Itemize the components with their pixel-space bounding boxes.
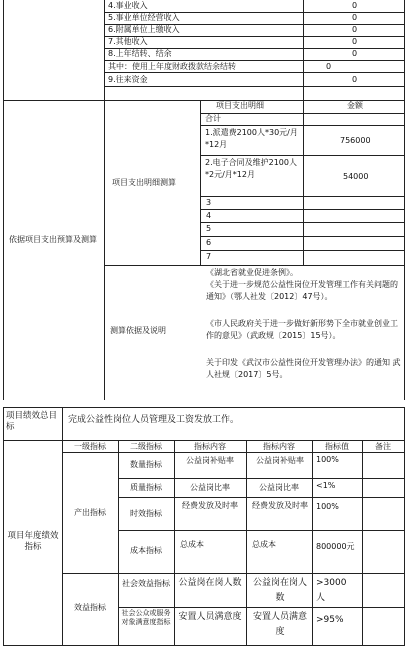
basis-line: 关于印发《武汉市公益性岗位开发管理办法》的通知 武人社规〔2017〕5号。 (206, 358, 401, 379)
level2-label: 社会效益指标 (122, 579, 170, 588)
basis-line: 《市人民政府关于进一步做好新形势下全市就业创业工作的意见》（武政规〔2015〕15号）。 (206, 319, 398, 340)
total-label: 合计 (205, 114, 221, 123)
section-label: 依据项目支出预算及测算 (9, 235, 97, 244)
overall-goal-text: 完成公益性岗位人员管理及工资发放工作。 (68, 415, 240, 425)
level1-label: 产出指标 (74, 508, 106, 517)
annual-goal-label: 项目年度绩效指标 (7, 531, 59, 553)
header-level1: 一级指标 (74, 442, 106, 451)
indicator-content: 公益岗补贴率 (256, 456, 304, 465)
measure-label: 项目支出明细测算 (112, 178, 176, 187)
income-value: 0 (352, 37, 358, 46)
detail-row-text: 5 (206, 224, 212, 233)
basis-line: 《湖北省就业促进条例》。 (206, 268, 298, 277)
income-label: 6.附属单位上缴收入 (108, 25, 180, 34)
indicator-value: >95% (316, 615, 344, 625)
basis-line: 《关于进一步规范公益性岗位开发管理工作有关问题的通知》（鄂人社发〔2012〕47号）。 (206, 280, 398, 301)
indicator-content: 经费发放及时率 (182, 501, 238, 510)
income-value: 0 (352, 25, 358, 34)
indicator-content: 安置人员满意度 (252, 612, 307, 638)
indicator-content: 总成本 (180, 540, 204, 549)
indicator-content: 公益岗比率 (259, 483, 299, 492)
income-value: 0 (352, 13, 358, 22)
detail-row-text: 6 (206, 238, 212, 247)
income-value: 0 (352, 1, 358, 10)
level2-label: 社会公众或服务对象满意度指标 (121, 609, 171, 627)
income-value: 0 (352, 49, 358, 58)
indicator-content: 公益岗补贴率 (186, 456, 234, 465)
income-label: 8.上年结转、结余 (108, 49, 172, 58)
income-value: 0 (352, 75, 358, 84)
income-label: 其中：使用上年度财政拨款结余结转 (108, 62, 236, 71)
detail-row-amount: 54000 (343, 172, 369, 181)
level2-label: 质量指标 (130, 483, 162, 492)
header-level2: 二级指标 (130, 442, 162, 451)
indicator-value: 800000元 (316, 542, 355, 551)
income-label: 9.往来资金 (108, 75, 148, 84)
indicator-value: 100% (316, 502, 339, 511)
detail-row-text: 4 (206, 211, 212, 220)
detail-row-text: 2.电子合同及维护2100人*2元/月*12月 (205, 158, 297, 179)
income-value: 0 (326, 62, 332, 71)
overall-goal-label: 项目绩效总目标 (6, 411, 58, 433)
level2-label: 成本指标 (130, 546, 162, 555)
income-label: 4.事业收入 (108, 1, 148, 10)
income-label: 7.其他收入 (108, 37, 148, 46)
indicator-content: 公益岗比率 (190, 483, 230, 492)
level1-label: 效益指标 (74, 603, 106, 612)
indicator-value: >3000人 (316, 578, 347, 604)
detail-row-text: 1.派遣费2100人*30元/月*12月 (205, 128, 298, 149)
indicator-content: 公益岗在岗人数 (178, 578, 242, 588)
indicator-value: 100% (316, 455, 339, 464)
col-header-item: 项目支出明细 (216, 101, 264, 110)
indicator-content: 经费发放及时率 (252, 501, 308, 510)
basis-label: 测算依据及说明 (110, 326, 166, 335)
header-value: 指标值 (325, 442, 349, 451)
indicator-content: 公益岗在岗人数 (252, 578, 307, 604)
indicator-content: 安置人员满意度 (178, 612, 242, 622)
detail-row-text: 3 (206, 198, 212, 207)
header-content: 指标内容 (263, 442, 295, 451)
detail-row-text: 7 (206, 252, 212, 261)
income-label: 5.事业单位经营收入 (108, 13, 180, 22)
indicator-value: <1% (316, 481, 336, 490)
header-remark: 备注 (375, 442, 391, 451)
col-header-amount: 金额 (347, 101, 363, 110)
detail-row-amount: 756000 (340, 136, 371, 145)
indicator-content: 总成本 (252, 540, 276, 549)
header-content: 指标内容 (194, 442, 226, 451)
level2-label: 数量指标 (130, 460, 162, 469)
level2-label: 时效指标 (130, 509, 162, 518)
